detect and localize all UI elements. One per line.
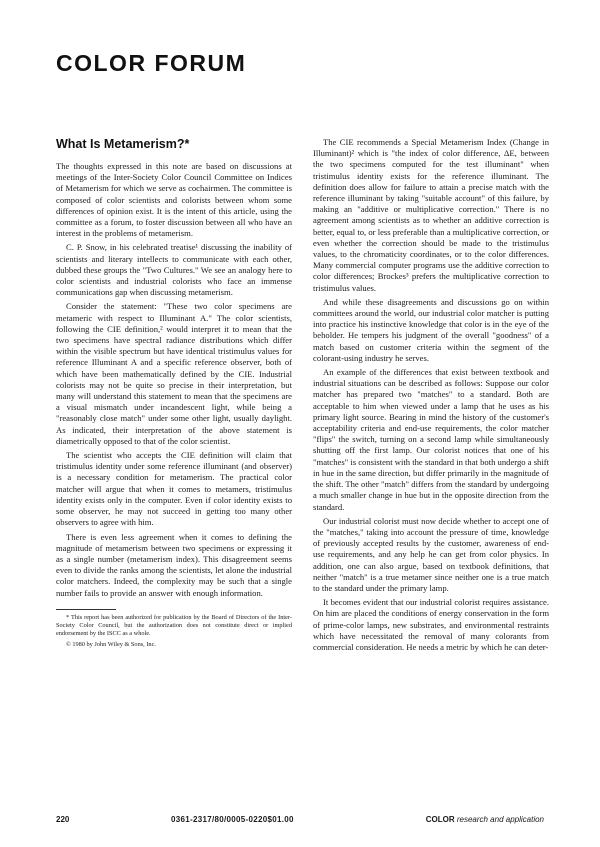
copyright-note: © 1980 by John Wiley & Sons, Inc. <box>66 640 156 648</box>
footnote: * This report has been authorized for publication by the Board of Directors of the Inter-Society Color Council, but the authorization does not constitute direct or implied endorsement by the ISCC as a whole. <box>56 613 292 637</box>
paragraph: C. P. Snow, in his celebrated treatise¹ discussing the inability of scientists and literary intellects to communicate with each other, dubbed these groups the "Two Cultures." We see an analogy here to color scientists and industrial colorists who face an immense communications gap when discussing metamerism. <box>56 242 292 298</box>
journal-name-bold: COLOR <box>425 815 455 824</box>
paragraph: It becomes evident that our industrial colorist requires assistance. On him are placed the conditions of energy conservation in the form of prime-color lamps, new substrates, and environmental restraints which have necessitated the removal of many colorants from commercial consideration. He needs a metric by which he can deter- <box>313 597 549 652</box>
paragraph: The thoughts expressed in this note are based on discussions at meetings of the Inter-Society Color Council Committee on Indices of Metamerism for which we serve as cochairmen. The committee is composed of color scientists and colorists between whom some differences of opinion exist. It is the intent of this article, using the committee as a forum, to foster discussion between all who have an interest in the problems of metamerism. <box>56 161 292 239</box>
page-number: 220 <box>56 815 70 824</box>
issn-code: 0361-2317/80/0005-0220$01.00 <box>171 815 294 824</box>
right-column <box>313 137 549 656</box>
page-footer <box>56 815 544 827</box>
paragraph: The CIE recommends a Special Metamerism Index (Change in Illuminant)² which is "the index of color difference, ΔE, between the two specimens computed for the test illuminant" when tristimulus identity exists for the reference illuminant. The definition does allow for failure to attain a precise match with the reference illuminant by taking "suitable account" of this failure, by making an "additive or multiplicative correction." There is no agreement among scientists as to whether an additive correction is better, equal to, or less preferable than a multiplicative correction, or even whether the correction should be made to the tristimulus values, to the chromaticity coordinates, or to the color differences. Many commercial computer programs use the additive correction to color differences; Brockes³ prefers the multiplicative correction to tristimulus values. <box>313 137 549 293</box>
paragraph: There is even less agreement when it comes to defining the magnitude of metamerism between two specimens or expressing it as a single number (metamerism index). This disagreement seems even to divide the ranks among the scientists, let alone the industrial color matchers. Indeed, the complexity may be such that a single number fails to provide an answer with enough information. <box>56 531 292 598</box>
left-column <box>56 137 292 652</box>
paragraph: Our industrial colorist must now decide whether to accept one of the "matches," taking into account the pressure of time, knowledge of previously accepted results by the customer, awareness of end-use requirements, and any help he can get from color physics. In addition, one can also argue, based on textbook definitions, that neither "match" is a true metamer since neither one is a true match to the standard under the primary lamp. <box>313 515 549 593</box>
article-title: What Is Metamerism?* <box>56 137 190 151</box>
paragraph: Consider the statement: "These two color specimens are metameric with respect to Illuminant A." The color scientists, following the CIE definition,² would interpret it to mean that the two specimens have spectral radiance distributions which differ within the visible spectrum but have identical tristimulus values for reference Illuminant A and a specific reference observer, both of which have been mathematically defined by the CIE. Industrial colorists may not be quite so precise in their interpretation, but many will understand this statement to mean that the specimens are a visual mismatch under incandescent light, while being a "reasonably close match" under some other light, usually daylight. As indicated, their interpretation of the above statement is diametrically opposed to that of the color scientist. <box>56 301 292 446</box>
paragraph: The scientist who accepts the CIE definition will claim that tristimulus identity under some reference illuminant (and observer) is a necessary condition for metamerism. The practical color matcher will argue that when it comes to metamers, tristimulus identity exists only in the computer. Even if color identity exists to some observer, he may not succeed in getting too many other observers to agree with him. <box>56 450 292 528</box>
journal-name-rest: research and application <box>456 815 544 824</box>
journal-name <box>426 815 544 824</box>
section-title: COLOR FORUM <box>56 50 247 76</box>
footnote-rule <box>56 609 116 610</box>
paragraph: An example of the differences that exist between textbook and industrial situations can be described as follows: Suppose our color matcher has prepared two "matches" to a standard. Both are acceptable to him when viewed under a lamp that he uses as his primary light source. Bearing in mind the history of the customer's acceptability criteria and end-use requirements, the color matcher "flips" the switch, turning on a second lamp while simultaneously shutting off the first lamp. Our colorist notices that one of his "matches" is consistent with the standard in that both undergo a shift in hue in the same direction, but differ primarily in the magnitude of the shift. The other "match" differs from the standard by undergoing a much smaller change in hue but in the opposite direction from the standard. <box>313 367 549 512</box>
paragraph: And while these disagreements and discussions go on within committees around the world, our industrial color matcher is putting into practice his instinctive knowledge that color is in the eye of the beholder. He tempers his judgment of the overall "goodness" of a match based on customer criteria within the segment of the colorant-using industry he serves. <box>313 296 549 363</box>
